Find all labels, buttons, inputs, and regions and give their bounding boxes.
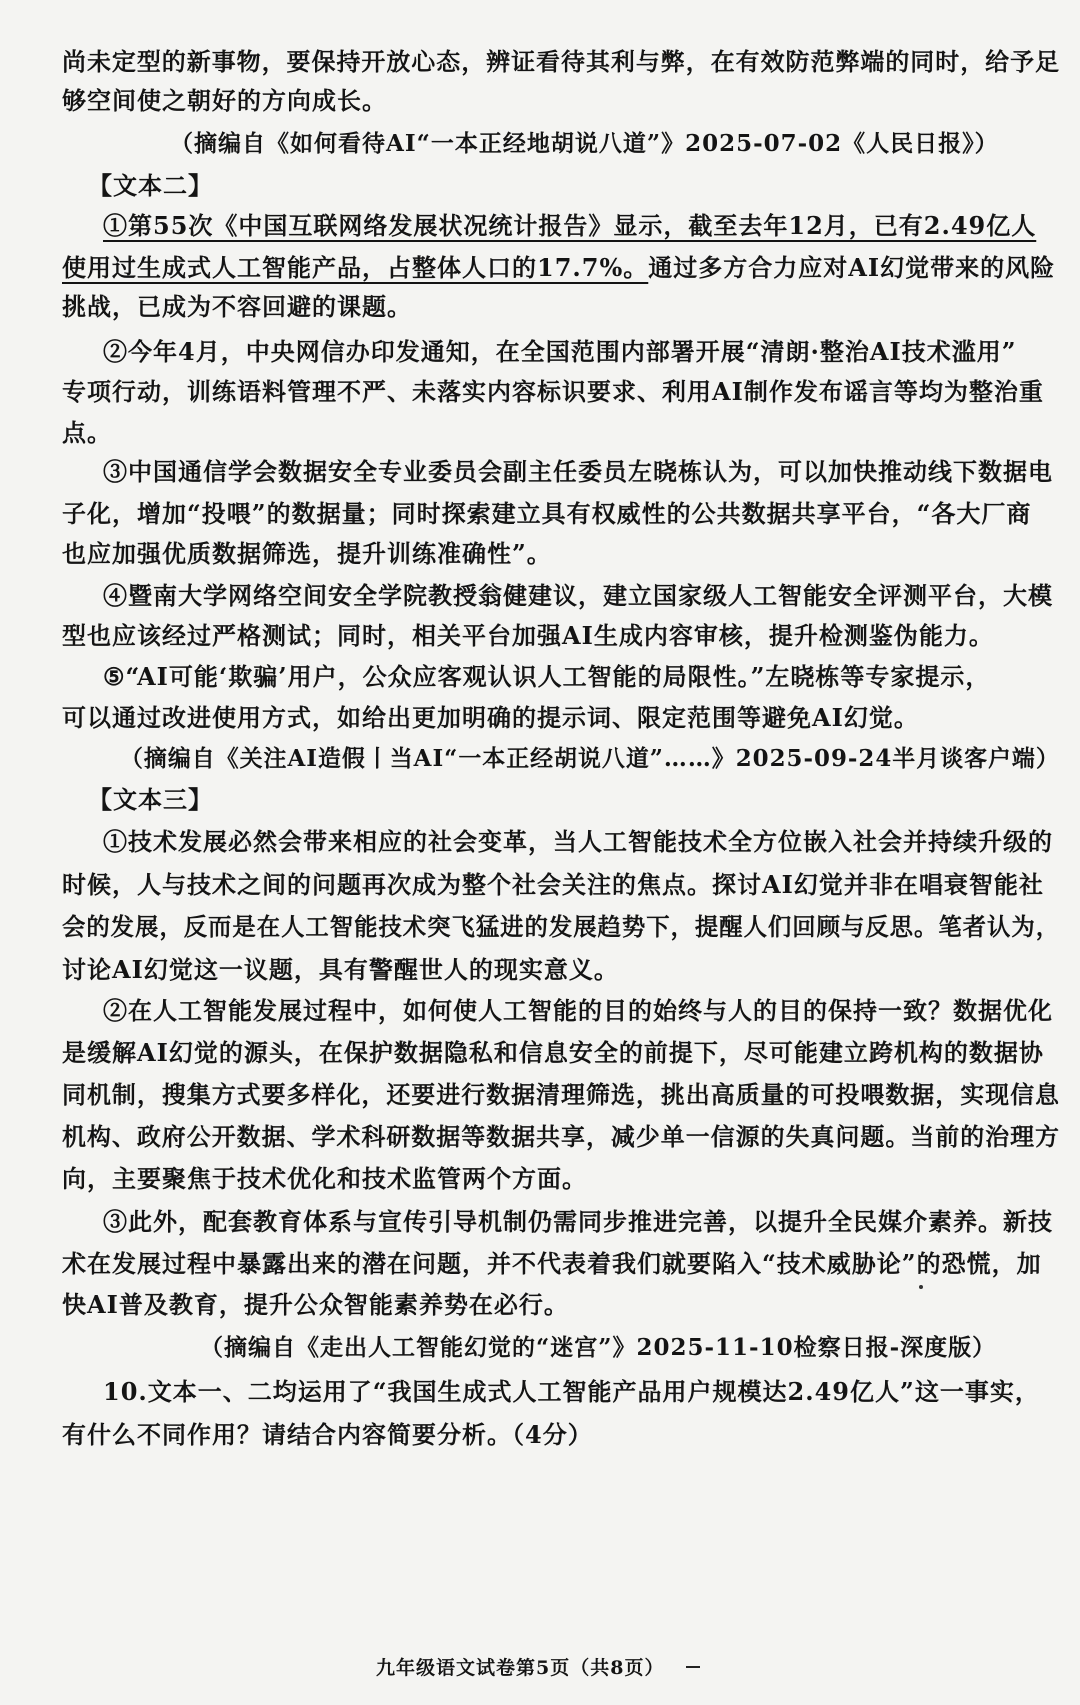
footer-dash-mark	[686, 1666, 700, 1668]
source-citation-3: （摘编自《走出人工智能幻觉的“迷宫”》2025-11-10检察日报-深度版）	[200, 1334, 997, 1361]
text2-p4-line-2: 型也应该经过严格测试；同时，相关平台加强AI生成内容审核，提升检测鉴伪能力。	[62, 621, 994, 650]
text2-p1-line-3: 挑战，已成为不容回避的课题。	[62, 292, 412, 321]
question-10-line-2: 有什么不同作用？请结合内容简要分析。（4分）	[62, 1420, 593, 1449]
question-10-line-1: 10.文本一、二均运用了“我国生成式人工智能产品用户规模达2.49亿人”这一事实，	[103, 1377, 1040, 1406]
text3-p1-line-3: 会的发展，反而是在人工智能技术突飞猛进的发展趋势下，提醒人们回顾与反思。笔者认为，	[62, 912, 1061, 941]
source-citation-2: （摘编自《关注AI造假丨当AI“一本正经胡说八道”……》2025-09-24半月谈客户端）	[120, 745, 1060, 772]
text2-p5-line-2: 可以通过改进使用方式，如给出更加明确的提示词、限定范围等避免AI幻觉。	[62, 703, 919, 732]
text2-heading: 【文本二】	[88, 171, 213, 200]
text3-p1-line-1: ①技术发展必然会带来相应的社会变革，当人工智能技术全方位嵌入社会并持续升级的	[103, 827, 1053, 856]
text3-p1-line-2: 时候，人与技术之间的问题再次成为整个社会关注的焦点。探讨AI幻觉并非在唱衰智能社	[62, 870, 1044, 899]
text3-heading: 【文本三】	[88, 785, 213, 814]
page-footer: 九年级语文试卷第5页（共8页）	[376, 1657, 665, 1679]
text2-p5-line-1: ⑤“AI可能‘欺骗’用户，公众应客观认识人工智能的局限性。”左晓栋等专家提示，	[103, 662, 991, 691]
text2-p1-line-1-underlined: ①第55次《中国互联网络发展状况统计报告》显示，截至去年12月，已有2.49亿人	[103, 211, 1037, 240]
text2-p3-line-3: 也应加强优质数据筛选，提升训练准确性”。	[62, 539, 552, 568]
text2-p3-line-1: ③中国通信学会数据安全专业委员会副主任委员左晓栋认为，可以加快推动线下数据电	[103, 457, 1053, 486]
text2-p1-line-2	[62, 253, 1055, 283]
source-citation-1: （摘编自《如何看待AI“一本正经地胡说八道”》2025-07-02《人民日报》）	[170, 130, 999, 157]
text3-p3-line-1: ③此外，配套教育体系与宣传引导机制仍需同步推进完善，以提升全民媒介素养。新技	[103, 1207, 1053, 1236]
text1-line-1: 尚未定型的新事物，要保持开放心态，辨证看待其利与弊，在有效防范弊端的同时，给予足	[62, 47, 1060, 76]
text2-p2-line-3: 点。	[62, 418, 112, 447]
text3-p2-line-2: 是缓解AI幻觉的源头，在保护数据隐私和信息安全的前提下，尽可能建立跨机构的数据协	[62, 1038, 1044, 1067]
text3-p2-line-3: 同机制，搜集方式要多样化，还要进行数据清理筛选，挑出高质量的可投喂数据，实现信息	[62, 1080, 1060, 1109]
text2-p2-line-2: 专项行动，训练语料管理不严、未落实内容标识要求、利用AI制作发布谣言等均为整治重	[62, 377, 1044, 406]
text1-line-2: 够空间使之朝好的方向成长。	[62, 86, 387, 115]
text2-p4-line-1: ④暨南大学网络空间安全学院教授翁健建议，建立国家级人工智能安全评测平台，大模	[103, 581, 1053, 610]
text3-p2-line-4: 机构、政府公开数据、学术科研数据等数据共享，减少单一信源的失真问题。当前的治理方	[62, 1122, 1060, 1151]
text2-p1-line-2-underlined: 使用过生成式人工智能产品，占整体人口的17.7%。	[62, 253, 649, 282]
text3-p1-line-4: 讨论AI幻觉这一议题，具有警醒世人的现实意义。	[62, 955, 619, 984]
text2-p2-line-1: ②今年4月，中央网信办印发通知，在全国范围内部署开展“清朗·整治AI技术滥用”	[103, 337, 1017, 366]
text3-p2-line-1: ②在人工智能发展过程中，如何使人工智能的目的始终与人的目的保持一致？数据优化	[103, 996, 1053, 1025]
text2-p1-line-2-rest: 通过多方合力应对AI幻觉带来的风险	[648, 253, 1056, 282]
text2-p3-line-2: 子化，增加“投喂”的数据量；同时探索建立具有权威性的公共数据共享平台，“各大厂商	[62, 499, 1032, 528]
text3-p3-line-3: 快AI普及教育，提升公众智能素养势在必行。	[62, 1290, 569, 1319]
scan-speck	[919, 1285, 923, 1289]
text3-p2-line-5: 向，主要聚焦于技术优化和技术监管两个方面。	[62, 1164, 587, 1193]
text3-p3-line-2: 术在发展过程中暴露出来的潜在问题，并不代表着我们就要陷入“技术威胁论”的恐慌，加	[62, 1249, 1042, 1278]
